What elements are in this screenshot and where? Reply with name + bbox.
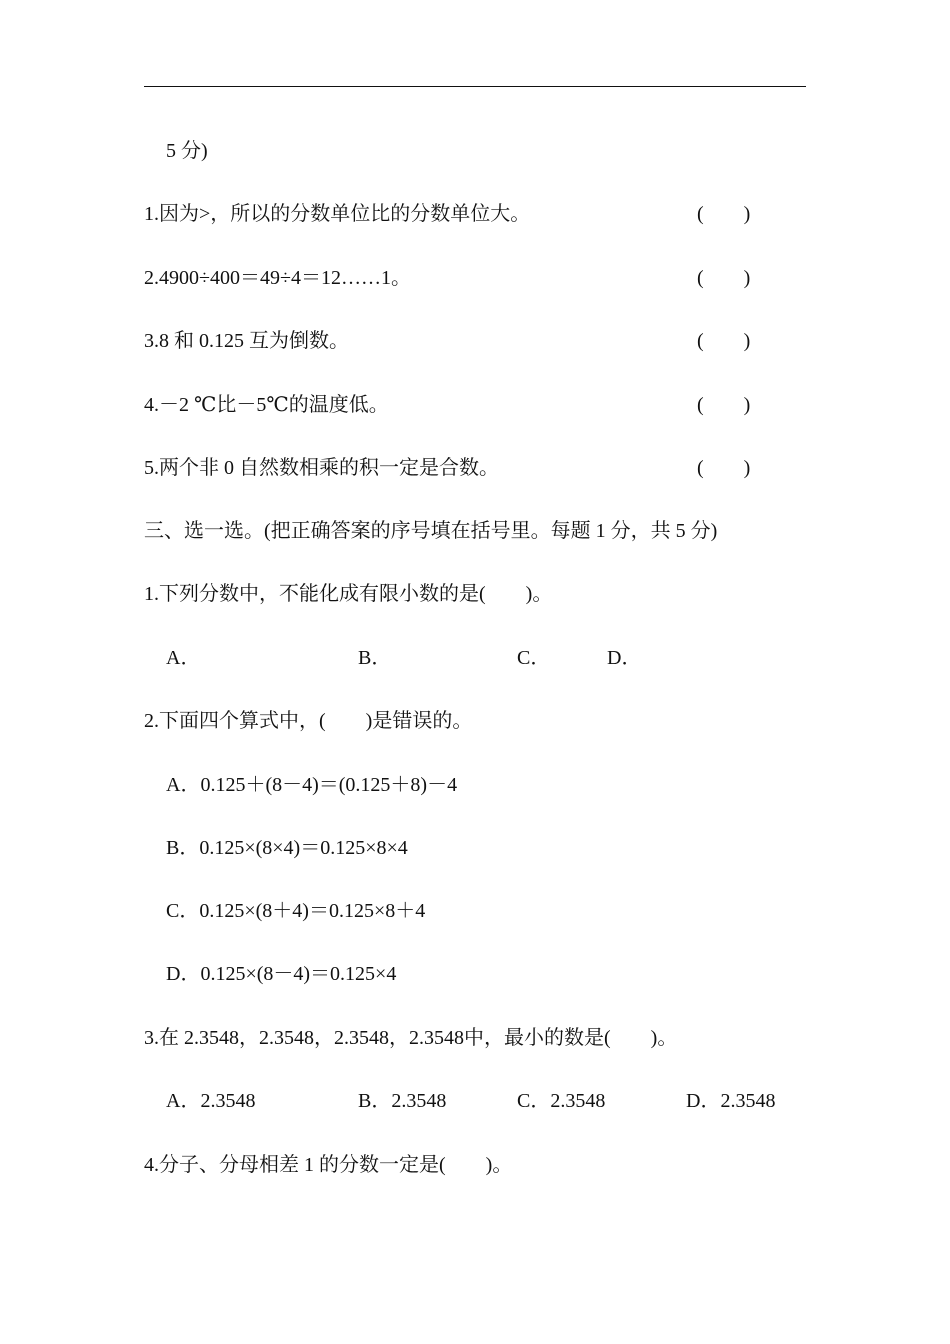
answer-blank-4[interactable]: ( ) [697,394,751,416]
q2-option-b[interactable]: B．0.125×(8×4)＝0.125×8×4 [166,837,408,859]
choice-question-4: 4.分子、分母相差 1 的分数一定是( )。 [144,1154,513,1176]
q3-option-d[interactable]: D．2.3548 [686,1090,776,1112]
choice-question-2: 2.下面四个算式中，( )是错误的。 [144,710,473,732]
judge-question-5: 5.两个非 0 自然数相乘的积一定是合数。 [144,457,499,479]
q1-option-a[interactable]: A． [166,647,201,669]
choice-question-1: 1.下列分数中，不能化成有限小数的是( )。 [144,583,553,605]
q2-option-d[interactable]: D．0.125×(8－4)＝0.125×4 [166,963,397,985]
q3-option-c[interactable]: C．2.3548 [517,1090,606,1112]
section2-heading-cont: 5 分) [166,140,208,162]
judge-question-4: 4.－2 ℃比－5℃的温度低。 [144,394,389,416]
judge-question-3: 3.8 和 0.125 互为倒数。 [144,330,349,352]
q1-option-d[interactable]: D． [607,647,642,669]
q1-option-b[interactable]: B． [358,647,392,669]
section3-heading: 三、选一选。(把正确答案的序号填在括号里。每题 1 分，共 5 分) [144,520,718,542]
answer-blank-1[interactable]: ( ) [697,203,751,225]
q1-option-c[interactable]: C． [517,647,551,669]
q3-option-b[interactable]: B．2.3548 [358,1090,447,1112]
q3-option-a[interactable]: A．2.3548 [166,1090,256,1112]
judge-question-1: 1.因为>，所以的分数单位比的分数单位大。 [144,203,531,225]
q2-option-c[interactable]: C．0.125×(8＋4)＝0.125×8＋4 [166,900,426,922]
q2-option-a[interactable]: A．0.125＋(8－4)＝(0.125＋8)－4 [166,774,458,796]
judge-question-2: 2.4900÷400＝49÷4＝12……1。 [144,267,411,289]
answer-blank-3[interactable]: ( ) [697,330,751,352]
answer-blank-2[interactable]: ( ) [697,267,751,289]
answer-blank-5[interactable]: ( ) [697,457,751,479]
header-rule [144,86,806,87]
choice-question-3: 3.在 2.3548，2.3548，2.3548，2.3548中，最小的数是( )。 [144,1027,678,1049]
